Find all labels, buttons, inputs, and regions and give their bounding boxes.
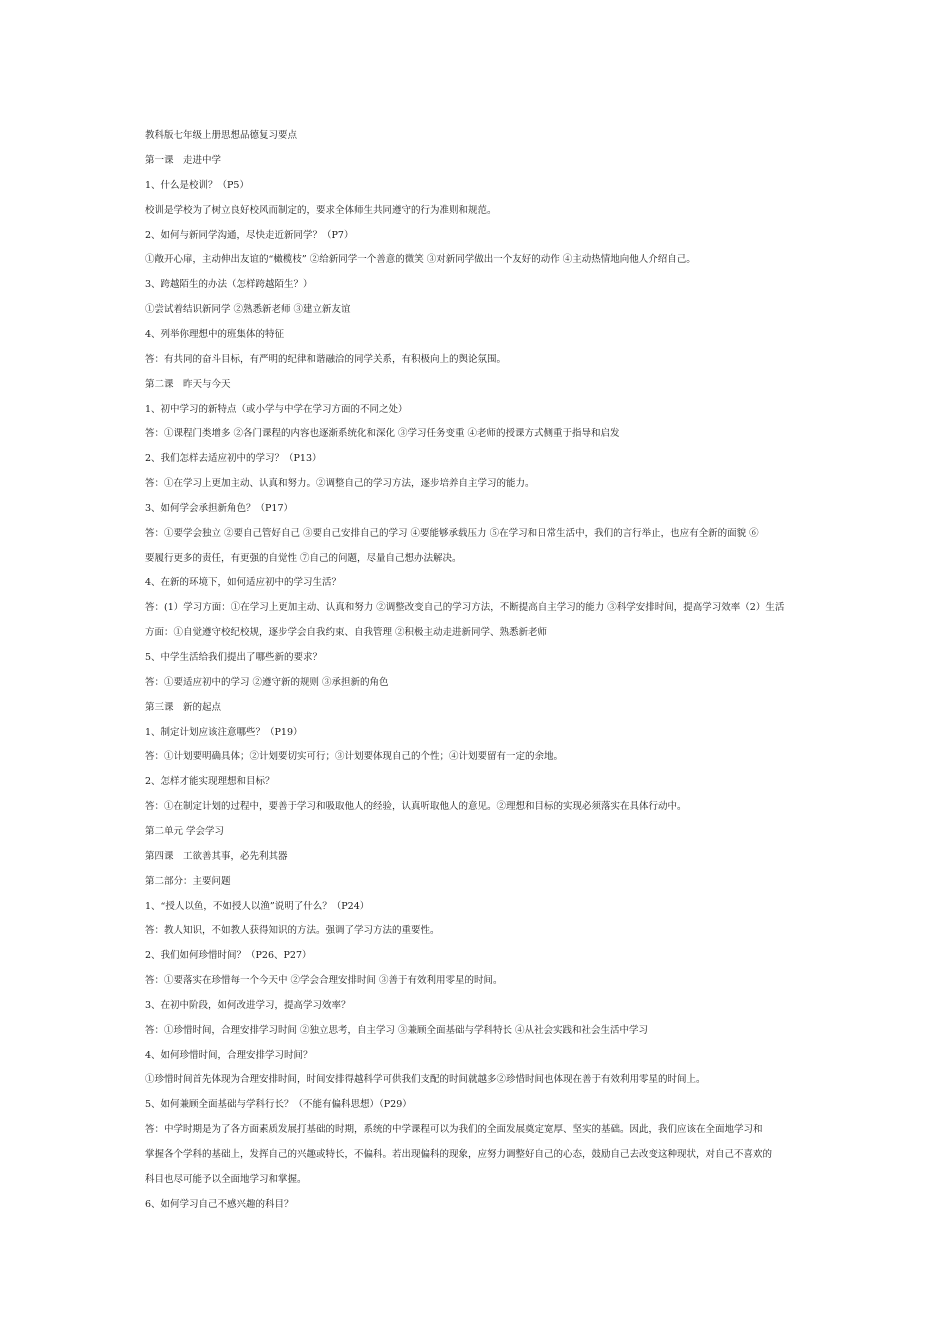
document-line: 3、在初中阶段，如何改进学习，提高学习效率？	[145, 1000, 351, 1011]
document-line: 科目也尽可能予以全面地学习和掌握。	[145, 1174, 307, 1185]
document-line: 6、如何学习自己不感兴趣的科目？	[145, 1199, 294, 1210]
document-line: 方面：①自觉遵守校纪校规，逐步学会自我约束、自我管理 ②积极主动走进新同学、熟悉新老师	[145, 627, 548, 638]
document-line: 5、如何兼顾全面基础与学科行长？（不能有偏科思想）（P29）	[145, 1099, 412, 1110]
document-line: 答：有共同的奋斗目标，有严明的纪律和谐融洽的同学关系，有积极向上的舆论氛围。	[145, 354, 507, 365]
document-line: 2、我们如何珍惜时间？（P26、P27）	[145, 950, 312, 961]
document-line: ①尝试着结识新同学 ②熟悉新老师 ③建立新友谊	[145, 304, 351, 315]
document-line: ①敞开心扉，主动伸出友谊的“橄榄枝” ②给新同学一个善意的微笑 ③对新同学做出一个友好的动作 ④主动热情地向他人介绍自己。	[145, 254, 696, 265]
document-line: 答：(1）学习方面：①在学习上更加主动、认真和努力 ②调整改变自己的学习方法，不断提高自主学习的能力 ③科学安排时间，提高学习效率（2）生活	[145, 602, 785, 613]
document-line: 第二课 昨天与今天	[145, 379, 231, 390]
document-title: 教科版七年级上册思想品德复习要点	[145, 130, 298, 141]
document-line: 要履行更多的责任，有更强的自觉性 ⑦自己的问题，尽量自己想办法解决。	[145, 553, 462, 564]
document-line: 3、如何学会承担新角色？（P17）	[145, 503, 294, 514]
document-line: 答：①要适应初中的学习 ②遵守新的规则 ③承担新的角色	[145, 677, 389, 688]
document-line: 第二部分：主要问题	[145, 876, 231, 887]
document-line: ①珍惜时间首先体现为合理安排时间，时间安排得越科学可供我们支配的时间就越多②珍惜时间也体现在善于有效利用零星的时间上。	[145, 1074, 706, 1085]
document-line: 答：①计划要明确具体；②计划要切实可行；③计划要体现自己的个性；④计划要留有一定的余地。	[145, 751, 564, 762]
document-line: 校训是学校为了树立良好校风而制定的，要求全体师生共同遵守的行为准则和规范。	[145, 205, 497, 216]
document-line: 1、“授人以鱼，不如授人以渔”说明了什么？（P24）	[145, 901, 370, 912]
document-line: 答：①在制定计划的过程中，要善于学习和吸取他人的经验，认真听取他人的意见。②理想和目标的实现必须落实在具体行动中。	[145, 801, 687, 812]
document-line: 答：教人知识，不如教人获得知识的方法。强调了学习方法的重要性。	[145, 925, 440, 936]
document-line: 第二单元 学会学习	[145, 826, 225, 837]
document-line: 答：①课程门类增多 ②各门课程的内容也逐渐系统化和深化 ③学习任务变重 ④老师的授课方式侧重于指导和启发	[145, 428, 620, 439]
document-line: 1、初中学习的新特点（或小学与中学在学习方面的不同之处）	[145, 404, 408, 415]
document-line: 4、列举你理想中的班集体的特征	[145, 329, 285, 340]
document-line: 5、中学生活给我们提出了哪些新的要求？	[145, 652, 323, 663]
document-line: 答：①在学习上更加主动、认真和努力。②调整自己的学习方法，逐步培养自主学习的能力。	[145, 478, 535, 489]
document-line: 4、在新的环境下，如何适应初中的学习生活？	[145, 577, 342, 588]
document-line: 第四课 工欲善其事，必先利其器	[145, 851, 288, 862]
document-line: 掌握各个学科的基础上，发挥自己的兴趣或特长，不偏科。若出现偏科的现象，应努力调整好自己的心态，鼓励自己去改变这种现状，对自己不喜欢的	[145, 1149, 773, 1160]
document-line: 第一课 走进中学	[145, 155, 222, 166]
document-line: 2、我们怎样去适应初中的学习？（P13）	[145, 453, 322, 464]
document-line: 1、制定计划应该注意哪些？（P19）	[145, 727, 303, 738]
document-line: 答：①要学会独立 ②要自己管好自己 ③要自己安排自己的学习 ④要能够承载压力 ⑤在学习和日常生活中，我们的言行举止，也应有全新的面貌 ⑥	[145, 528, 759, 539]
document-line: 4、如何珍惜时间，合理安排学习时间？	[145, 1050, 313, 1061]
document-line: 答：①要落实在珍惜每一个今天中 ②学会合理安排时间 ③善于有效利用零星的时间。	[145, 975, 503, 986]
document-line: 2、怎样才能实现理想和目标？	[145, 776, 275, 787]
document-line: 1、什么是校训？（P5）	[145, 180, 249, 191]
document-line: 第三课 新的起点	[145, 702, 222, 713]
document-line: 3、跨越陌生的办法（怎样跨越陌生？）	[145, 279, 313, 290]
document-line: 答：中学时期是为了各方面素质发展打基础的时期，系统的中学课程可以为我们的全面发展奠定宽厚、坚实的基础。因此，我们应该在全面地学习和	[145, 1124, 763, 1135]
document-line: 答：①珍惜时间，合理安排学习时间 ②独立思考，自主学习 ③兼顾全面基础与学科特长 ④从社会实践和社会生活中学习	[145, 1025, 649, 1036]
document-line: 2、如何与新同学沟通，尽快走近新同学？（P7）	[145, 230, 354, 241]
